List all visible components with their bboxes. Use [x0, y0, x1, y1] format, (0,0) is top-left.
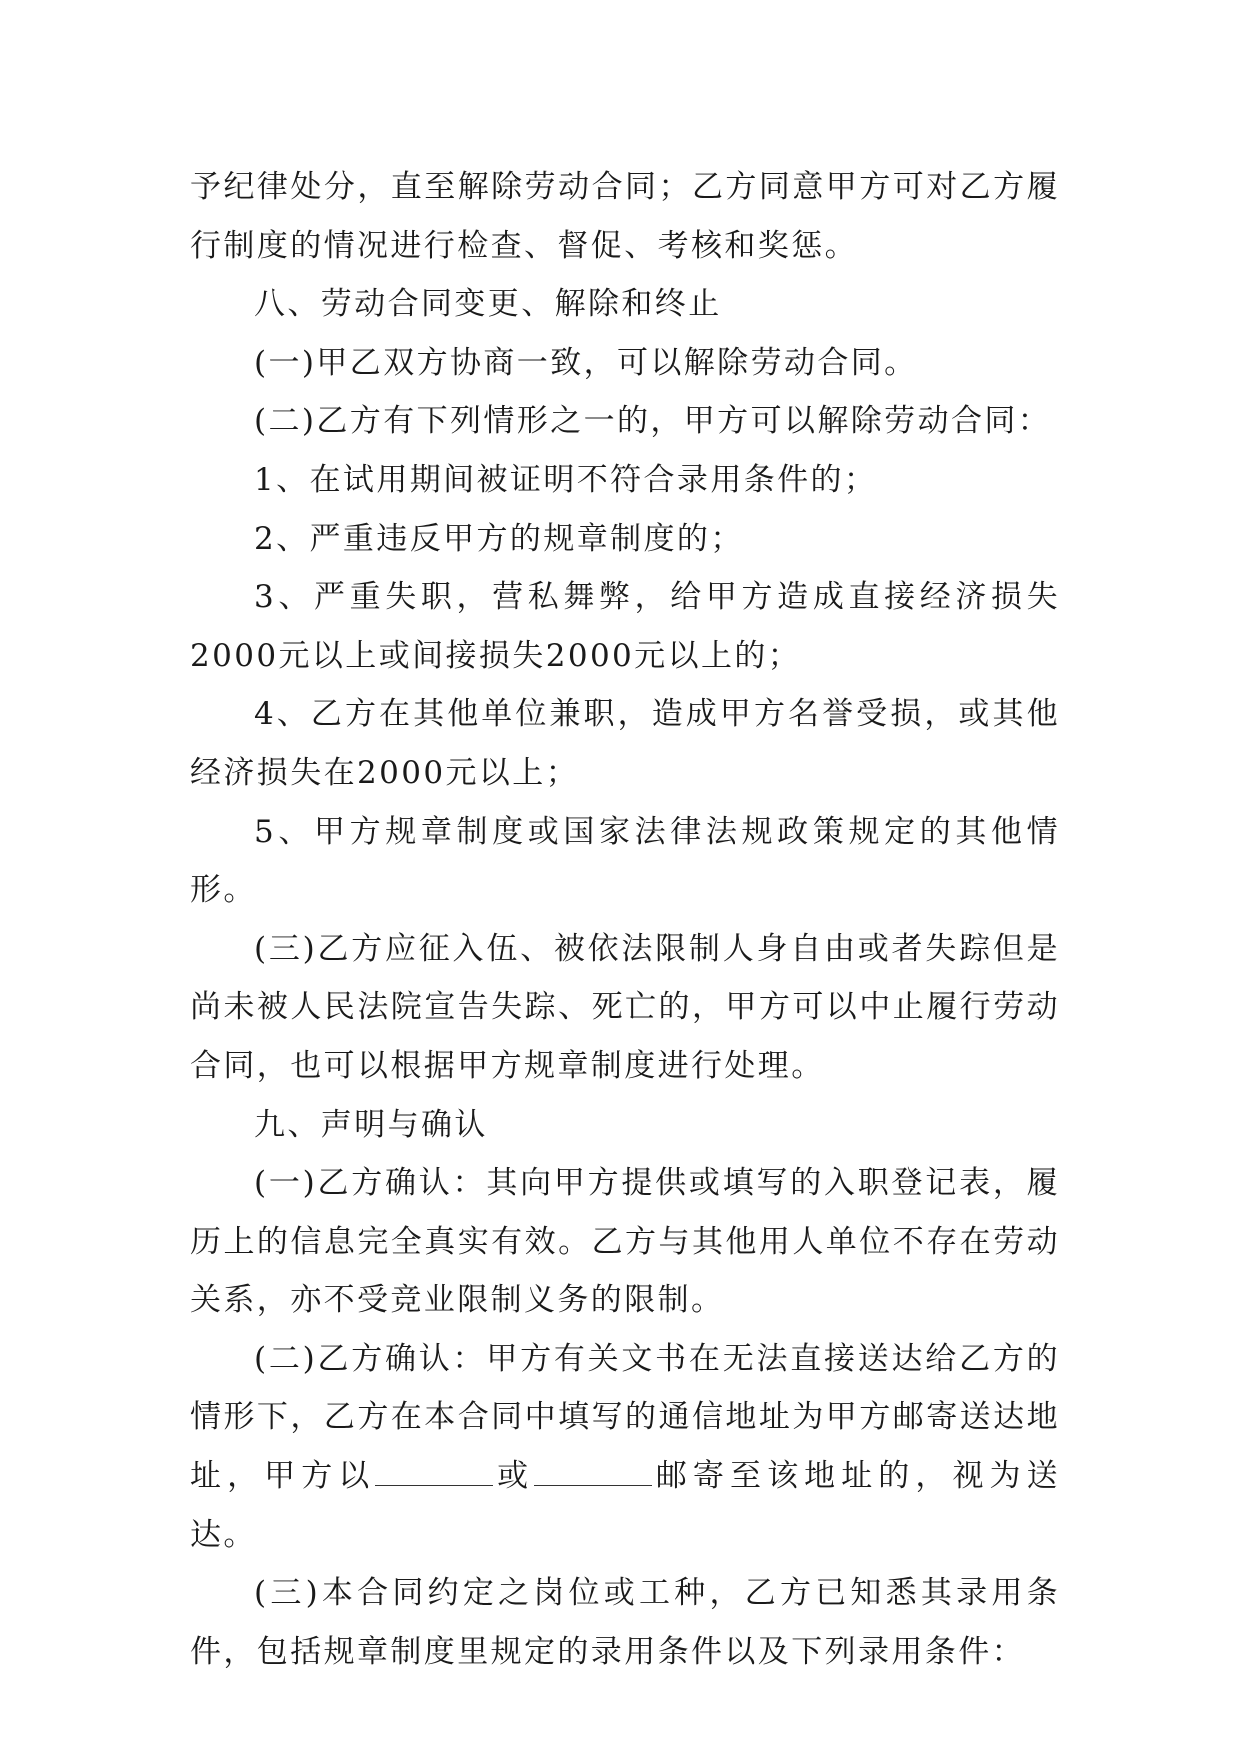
service-clause-part3: 邮寄至该地址的，视为送达。 [190, 1458, 1061, 1553]
paragraph-confirmation-info: (一)乙方确认：其向甲方提供或填写的入职登记表，履历上的信息完全真实有效。乙方与其他用人单位不存在劳动关系，亦不受竞业限制义务的限制。 [190, 1165, 1060, 1319]
paragraph-employment-conditions: (三)本合同约定之岗位或工种，乙方已知悉其录用条件，包括规章制度里规定的录用条件以及下列录用条件： [190, 1575, 1060, 1670]
paragraph-mutual-termination: (一)甲乙双方协商一致，可以解除劳动合同。 [254, 344, 918, 381]
list-item-1: 1、在试用期间被证明不符合录用条件的； [254, 461, 878, 498]
fill-blank-2[interactable] [534, 1455, 652, 1486]
paragraph-termination-conditions: (二)乙方有下列情形之一的，甲方可以解除劳动合同： [254, 403, 1052, 440]
fill-blank-1[interactable] [375, 1455, 493, 1486]
paragraph-discipline: 予纪律处分，直至解除劳动合同；乙方同意甲方可对乙方履行制度的情况进行检查、督促、考核和奖惩。 [190, 169, 1060, 264]
section-heading-eight: 八、劳动合同变更、解除和终止 [254, 286, 722, 323]
list-item-4: 4、乙方在其他单位兼职，造成甲方名誉受损，或其他经济损失在2000元以上； [190, 696, 1060, 791]
paragraph-service-address [190, 1330, 1060, 1564]
paragraph-suspension: (三)乙方应征入伍、被依法限制人身自由或者失踪但是尚未被人民法院宣告失踪、死亡的，甲方可以中止履行劳动合同，也可以根据甲方规章制度进行处理。 [190, 930, 1060, 1084]
section-heading-nine: 九、声明与确认 [254, 1106, 488, 1143]
service-clause-part2: 或 [493, 1458, 535, 1495]
list-item-3: 3、严重失职，营私舞弊，给甲方造成直接经济损失2000元以上或间接损失2000元以上的； [190, 579, 1060, 674]
service-clause-part1: (二)乙方确认：甲方有关文书在无法直接送达给乙方的情形下，乙方在本合同中填写的通信地址为甲方邮寄送达地址，甲方以 [190, 1340, 1060, 1495]
list-item-5: 5、甲方规章制度或国家法律法规政策规定的其他情形。 [190, 813, 1060, 909]
contract-body [190, 158, 1060, 1681]
list-item-2: 2、严重违反甲方的规章制度的； [254, 520, 744, 557]
